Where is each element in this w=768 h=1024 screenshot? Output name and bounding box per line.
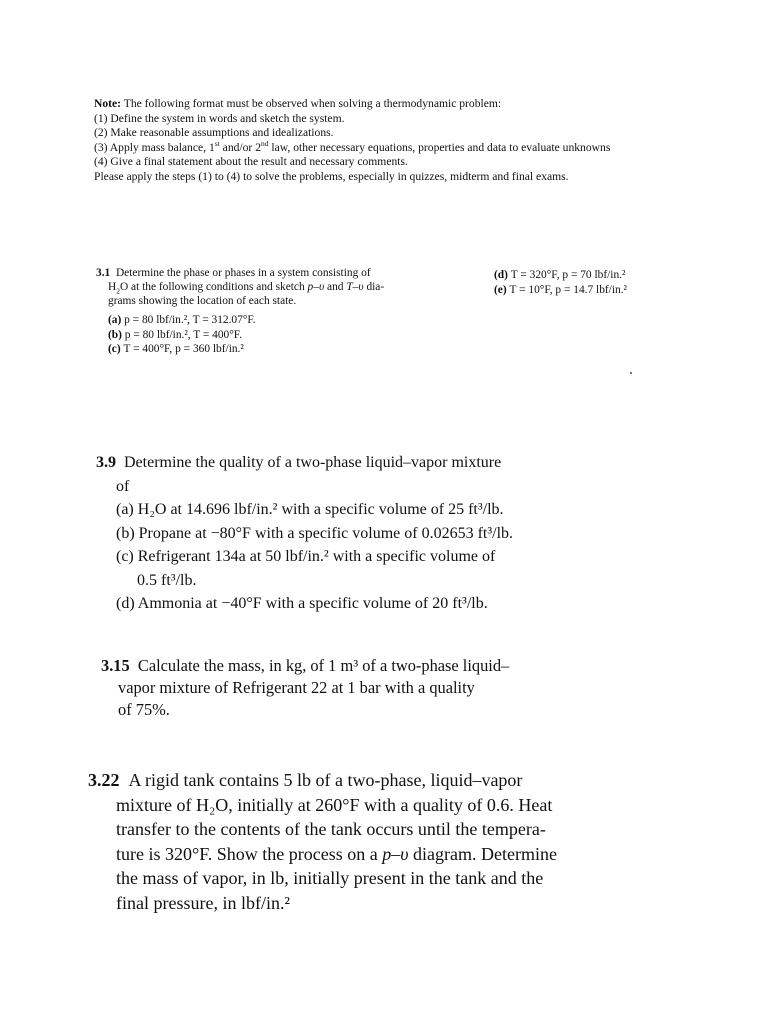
problem-3-22-line-1 [88,768,557,793]
problem-3-1-line-2 [96,280,448,294]
part-e-text: T = 10°F, p = 14.7 lbf/in.² [509,284,627,296]
part-b-label: (b) [108,328,125,341]
note-step-3-sup-st: st [214,138,220,148]
problem-3-15-line-2: vapor mixture of Refrigerant 22 at 1 bar with a quality [118,678,475,697]
note-step-3 [94,138,679,156]
problem-3-22-text-4a: ture is 320°F. Show the process on a [116,843,383,864]
part-e-label: (e) [494,284,510,296]
problem-3-9-part-a: (a) H₂O at 14.696 lbf/in.² with a specific volume of 25 ft³/lb. [116,501,504,518]
problem-3-9-part-b: (b) Propane at −80°F with a specific volume of 0.02653 ft³/lb. [116,524,514,542]
part-d [494,268,627,283]
problem-3-22-line-4 [88,842,557,867]
problem-3-1-text-1: Determine the phase or phases in a system consisting of [115,267,371,279]
part-d-label: (d) [494,269,511,281]
problem-3-9-text-1: Determine the quality of a two-phase liquid–vapor mixture [124,454,502,471]
part-d-text: T = 320°F, p = 70 lbf/in.² [510,269,626,281]
note-intro-line [94,97,679,112]
problem-3-9-number: 3.9 [96,454,116,471]
problem-3-15-line-1 [101,655,509,677]
problem-3-15-text-1: Calculate the mass, in kg, of 1 m³ of a two-phase liquid– [137,656,510,675]
part-b [108,328,448,343]
problem-3-1-text-2: O at the following conditions and sketch [119,281,308,293]
problem-3-22-text-4c: diagram. Determine [408,843,557,864]
problem-3-22-line-3: transfer to the contents of the tank occurs until the tempera- [116,819,546,840]
part-a [108,313,448,328]
problem-3-1-number: 3.1 [96,267,111,279]
problem-3-15-line-3: of 75%. [118,700,170,719]
part-e [494,283,627,298]
note-intro: The following format must be observed when solving a thermodynamic problem: [123,97,502,110]
note-step-3-text-a: (3) Apply mass balance, 1 [94,140,215,154]
pv-diagram-symbol: p–υ [382,843,409,864]
note-closing: Please apply the steps (1) to (4) to solve the problems, especially in quizzes, midterm and final exams. [94,169,569,183]
note-heading: Note: [94,97,122,110]
problem-3-22-line-6: final pressure, in lbf/in.² [116,892,290,913]
h2o-sub: 2 [116,286,120,296]
problem-3-9-part-c: (c) Refrigerant 134a at 50 lbf/in.² with a specific volume of [116,548,496,565]
problem-3-22-number: 3.22 [88,770,120,790]
problem-3-15 [101,655,509,721]
problem-3-15-number: 3.15 [101,656,130,675]
problem-3-22 [88,768,557,916]
note-step-4: (4) Give a final statement about the result and necessary comments. [94,155,408,169]
note-step-2: (2) Make reasonable assumptions and idealizations. [94,126,334,140]
h2o-h: H [108,281,117,293]
problem-3-9 [96,451,513,616]
part-b-text: p = 80 lbf/in.², T = 400°F. [124,328,243,341]
problem-3-9-line-2: of [116,477,130,495]
part-a-text: p = 80 lbf/in.², T = 312.07°F. [124,314,256,326]
and-word: and [324,281,347,293]
problem-3-1-parts-right [494,268,627,298]
scan-speck [630,372,632,374]
note-step-1: (1) Define the system in words and sketch the system. [94,111,345,125]
pv-symbol: p–υ [307,281,325,293]
note-step-3-sup-nd: nd [261,138,269,148]
note-step-3-text-c: law, other necessary equations, properties and data to evaluate unknowns [268,140,611,154]
dia-hyphen: dia- [363,281,385,293]
problem-3-22-line-2: mixture of H₂O, initially at 260°F with a quality of 0.6. Heat [116,794,553,815]
problem-3-1-line-1 [96,266,448,280]
part-c-label: (c) [108,343,124,356]
part-c-text: T = 400°F, p = 360 lbf/in.² [123,343,244,356]
problem-3-22-text-1: A rigid tank contains 5 lb of a two-phase, liquid–vapor [128,770,523,790]
part-c [108,342,448,357]
problem-3-1-parts-left [96,313,448,357]
part-a-label: (a) [108,314,125,326]
note-step-3-text-b: and/or 2 [219,140,261,154]
problem-3-9-line-1 [96,451,513,475]
problem-3-1-line-3: grams showing the location of each state. [108,295,297,307]
problem-3-1 [96,266,448,357]
tv-symbol: T–υ [346,281,364,293]
assignment-note [94,97,679,185]
problem-3-22-line-5: the mass of vapor, in lb, initially present in the tank and the [116,868,544,889]
problem-3-9-part-d: (d) Ammonia at −40°F with a specific volume of 20 ft³/lb. [116,595,488,612]
problem-3-9-part-c-cont: 0.5 ft³/lb. [137,571,197,589]
